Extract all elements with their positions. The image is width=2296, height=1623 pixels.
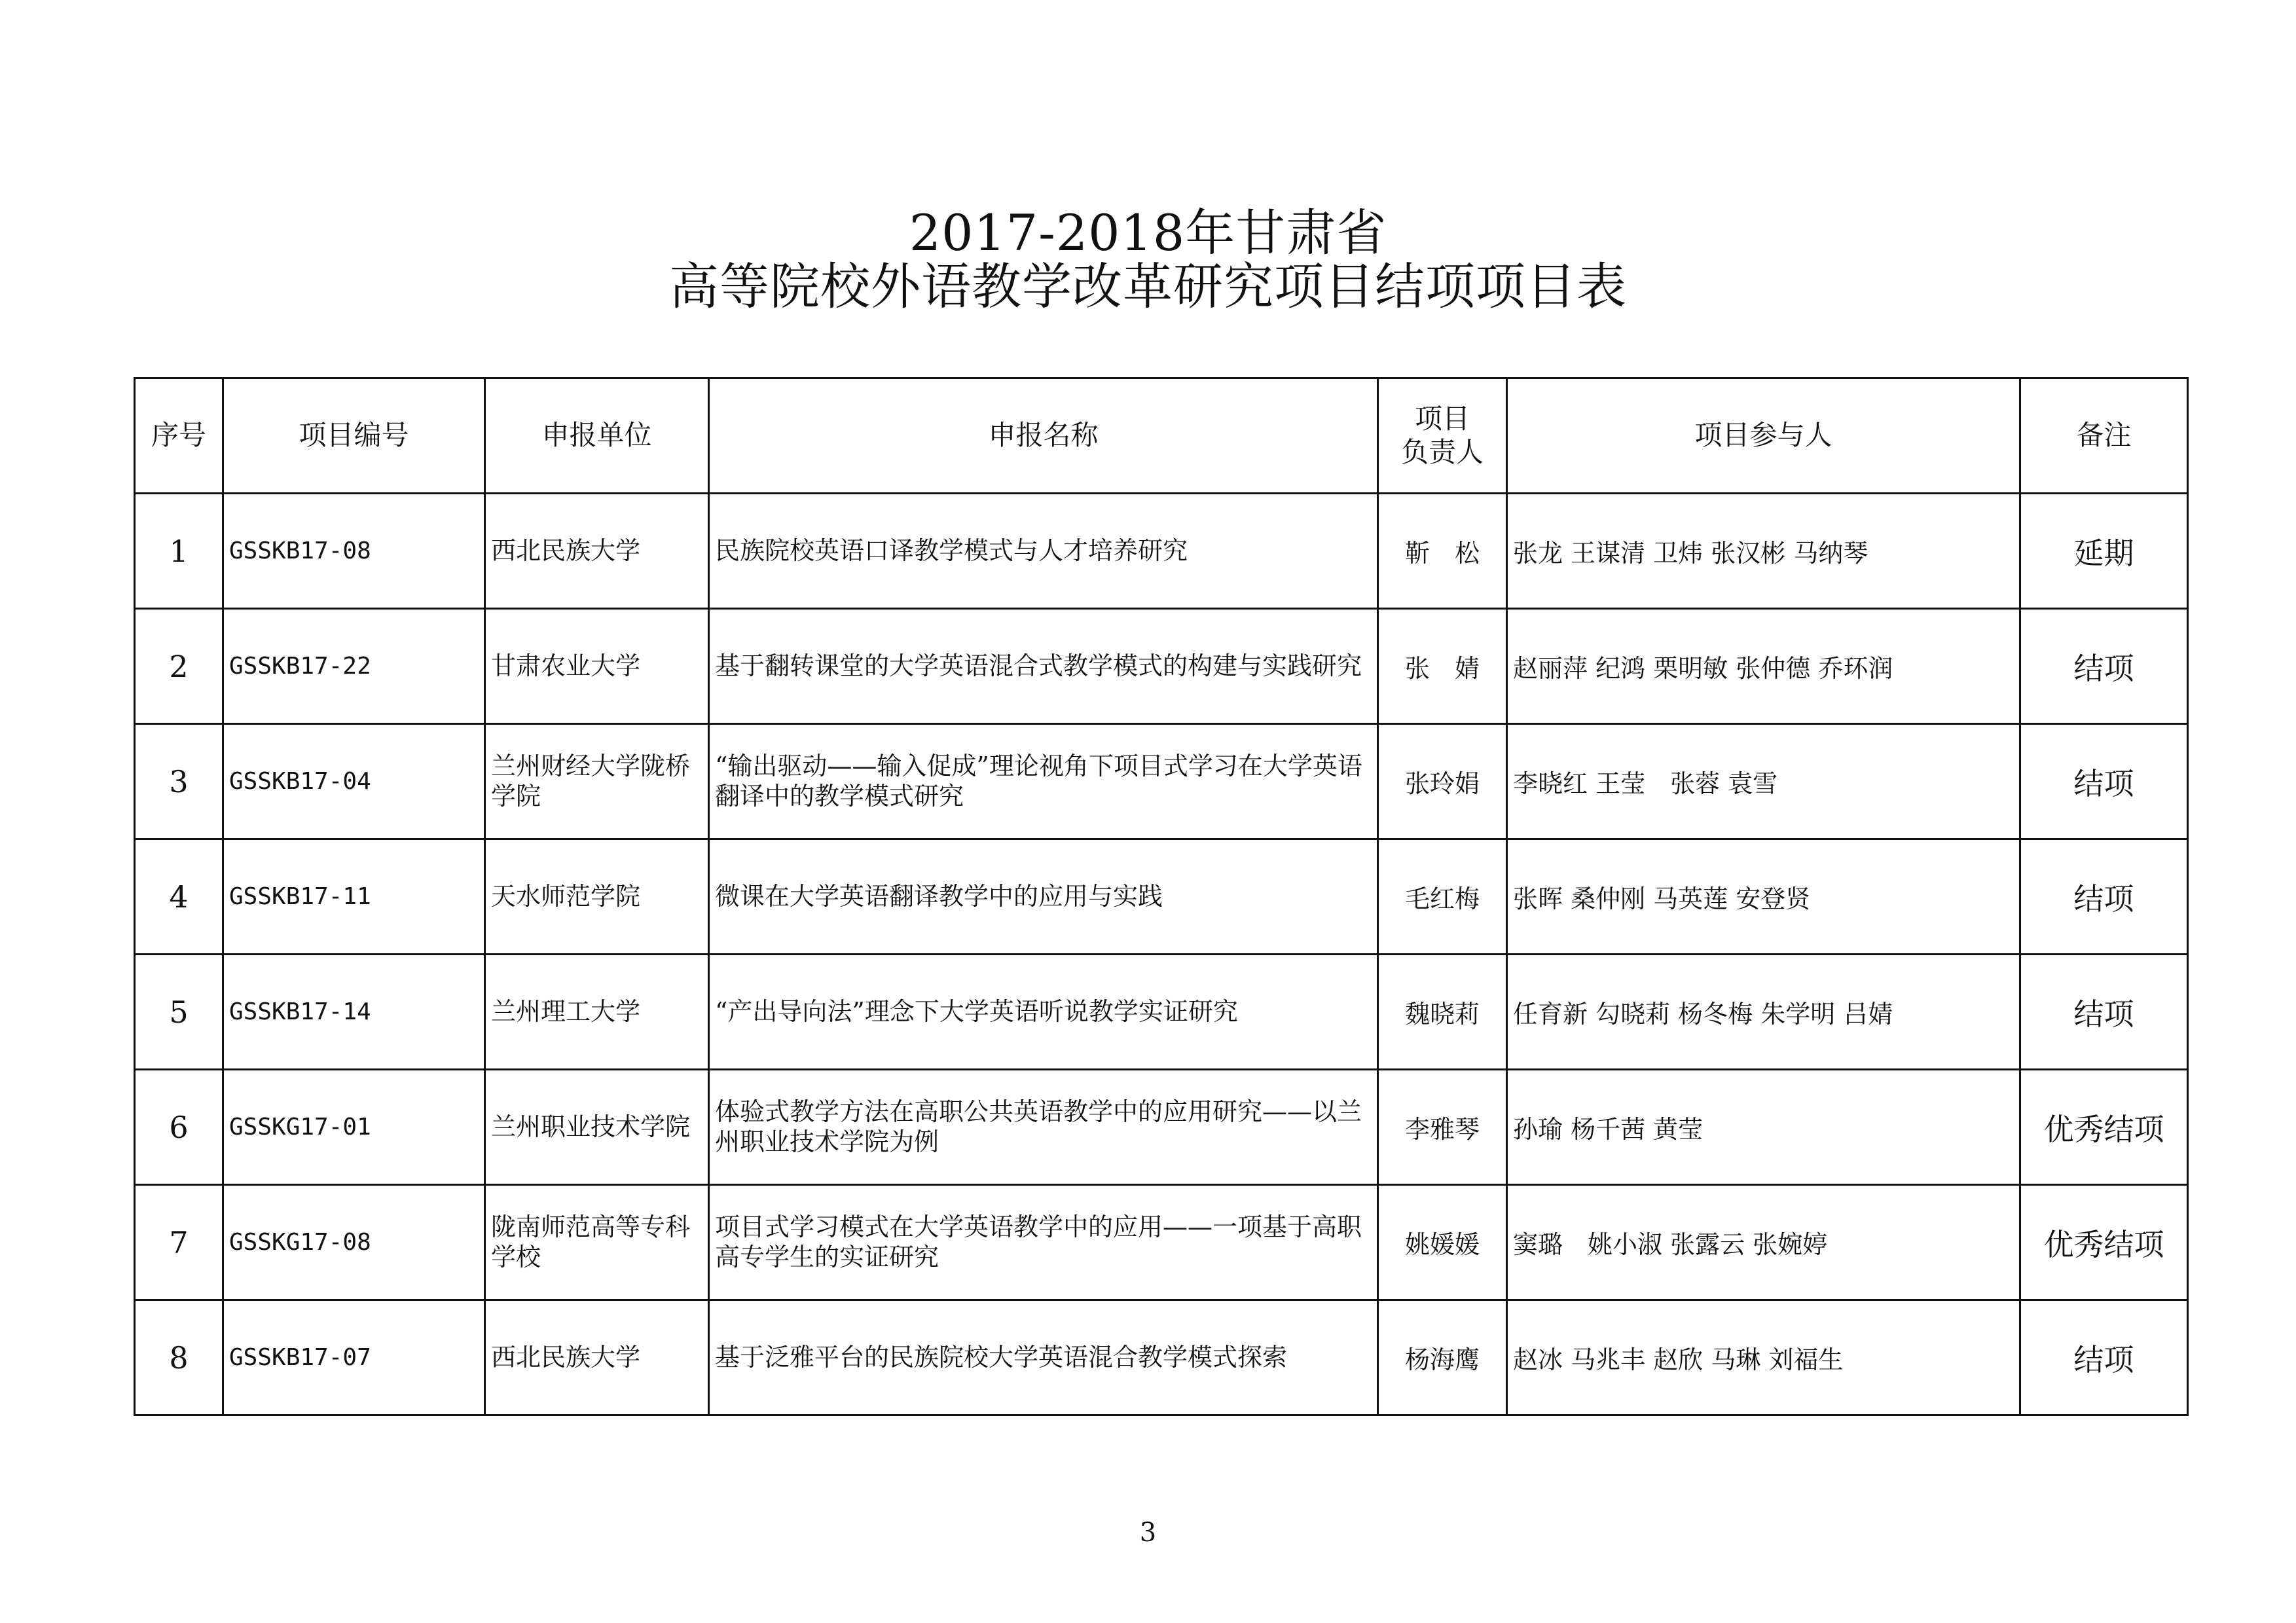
table-row	[135, 1070, 2188, 1185]
cell-code: GSSKB17-14	[223, 955, 485, 1070]
cell-code: GSSKG17-08	[223, 1185, 485, 1300]
page-number: 3	[1139, 1518, 1157, 1548]
cell-members: 赵冰 马兆丰 赵欣 马琳 刘福生	[1507, 1300, 2020, 1415]
cell-lead: 杨海鹰	[1378, 1300, 1507, 1415]
title-line-2: 高等院校外语教学改革研究项目结项项目表	[669, 257, 1627, 316]
cell-code: GSSKB17-11	[223, 839, 485, 955]
cell-members: 赵丽萍 纪鸿 栗明敏 张仲德 乔环润	[1507, 609, 2020, 724]
cell-members: 窦璐 姚小淑 张露云 张婉婷	[1507, 1185, 2020, 1300]
table-row	[135, 1185, 2188, 1300]
cell-no: 1	[135, 494, 223, 609]
header-unit: 申报单位	[485, 378, 709, 494]
cell-no: 7	[135, 1185, 223, 1300]
header-lead-line1: 项目	[1414, 403, 1470, 435]
cell-name: “输出驱动——输入促成”理论视角下项目式学习在大学英语翻译中的教学模式研究	[709, 724, 1378, 839]
table-row	[135, 839, 2188, 955]
cell-no: 2	[135, 609, 223, 724]
header-name: 申报名称	[709, 378, 1378, 494]
cell-remark: 结项	[2020, 724, 2188, 839]
header-lead-line2: 负责人	[1400, 435, 1484, 468]
cell-code: GSSKB17-08	[223, 494, 485, 609]
cell-unit: 天水师范学院	[485, 839, 709, 955]
cell-code: GSSKB17-07	[223, 1300, 485, 1415]
cell-lead: 张 婧	[1378, 609, 1507, 724]
cell-members: 张晖 桑仲刚 马英莲 安登贤	[1507, 839, 2020, 955]
table-row	[135, 724, 2188, 839]
header-row	[135, 378, 2188, 494]
cell-code: GSSKB17-22	[223, 609, 485, 724]
cell-unit: 兰州职业技术学院	[485, 1070, 709, 1185]
table-row	[135, 609, 2188, 724]
cell-lead: 靳 松	[1378, 494, 1507, 609]
cell-unit: 西北民族大学	[485, 1300, 709, 1415]
header-members: 项目参与人	[1507, 378, 2020, 494]
cell-unit: 兰州财经大学陇桥学院	[485, 724, 709, 839]
cell-name: “产出导向法”理念下大学英语听说教学实证研究	[709, 955, 1378, 1070]
cell-name: 体验式教学方法在高职公共英语教学中的应用研究——以兰州职业技术学院为例	[709, 1070, 1378, 1185]
table-row	[135, 955, 2188, 1070]
cell-no: 3	[135, 724, 223, 839]
cell-members: 张龙 王谋清 卫炜 张汉彬 马纳琴	[1507, 494, 2020, 609]
cell-unit: 陇南师范高等专科学校	[485, 1185, 709, 1300]
cell-lead: 魏晓莉	[1378, 955, 1507, 1070]
cell-name: 基于翻转课堂的大学英语混合式教学模式的构建与实践研究	[709, 609, 1378, 724]
cell-remark: 结项	[2020, 839, 2188, 955]
project-table	[134, 377, 2189, 1416]
cell-name: 微课在大学英语翻译教学中的应用与实践	[709, 839, 1378, 955]
cell-name: 民族院校英语口译教学模式与人才培养研究	[709, 494, 1378, 609]
cell-no: 5	[135, 955, 223, 1070]
cell-no: 8	[135, 1300, 223, 1415]
cell-name: 项目式学习模式在大学英语教学中的应用——一项基于高职高专学生的实证研究	[709, 1185, 1378, 1300]
cell-unit: 甘肃农业大学	[485, 609, 709, 724]
cell-remark: 优秀结项	[2020, 1070, 2188, 1185]
cell-no: 4	[135, 839, 223, 955]
table-row	[135, 1300, 2188, 1415]
header-remark: 备注	[2020, 378, 2188, 494]
cell-remark: 结项	[2020, 609, 2188, 724]
cell-remark: 结项	[2020, 955, 2188, 1070]
cell-lead: 李雅琴	[1378, 1070, 1507, 1185]
cell-remark: 优秀结项	[2020, 1185, 2188, 1300]
header-no: 序号	[135, 378, 223, 494]
cell-members: 孙瑜 杨千茜 黄莹	[1507, 1070, 2020, 1185]
title-line-1: 2017-2018年甘肃省	[909, 204, 1387, 262]
table-row	[135, 494, 2188, 609]
cell-remark: 延期	[2020, 494, 2188, 609]
cell-no: 6	[135, 1070, 223, 1185]
cell-lead: 毛红梅	[1378, 839, 1507, 955]
cell-members: 李晓红 王莹 张蓉 袁雪	[1507, 724, 2020, 839]
cell-members: 任育新 勾晓莉 杨冬梅 朱学明 吕婧	[1507, 955, 2020, 1070]
cell-name: 基于泛雅平台的民族院校大学英语混合教学模式探索	[709, 1300, 1378, 1415]
cell-code: GSSKB17-04	[223, 724, 485, 839]
cell-lead: 姚媛媛	[1378, 1185, 1507, 1300]
cell-unit: 西北民族大学	[485, 494, 709, 609]
cell-remark: 结项	[2020, 1300, 2188, 1415]
header-lead	[1378, 378, 1507, 494]
cell-unit: 兰州理工大学	[485, 955, 709, 1070]
header-code: 项目编号	[223, 378, 485, 494]
cell-code: GSSKG17-01	[223, 1070, 485, 1185]
cell-lead: 张玲娟	[1378, 724, 1507, 839]
